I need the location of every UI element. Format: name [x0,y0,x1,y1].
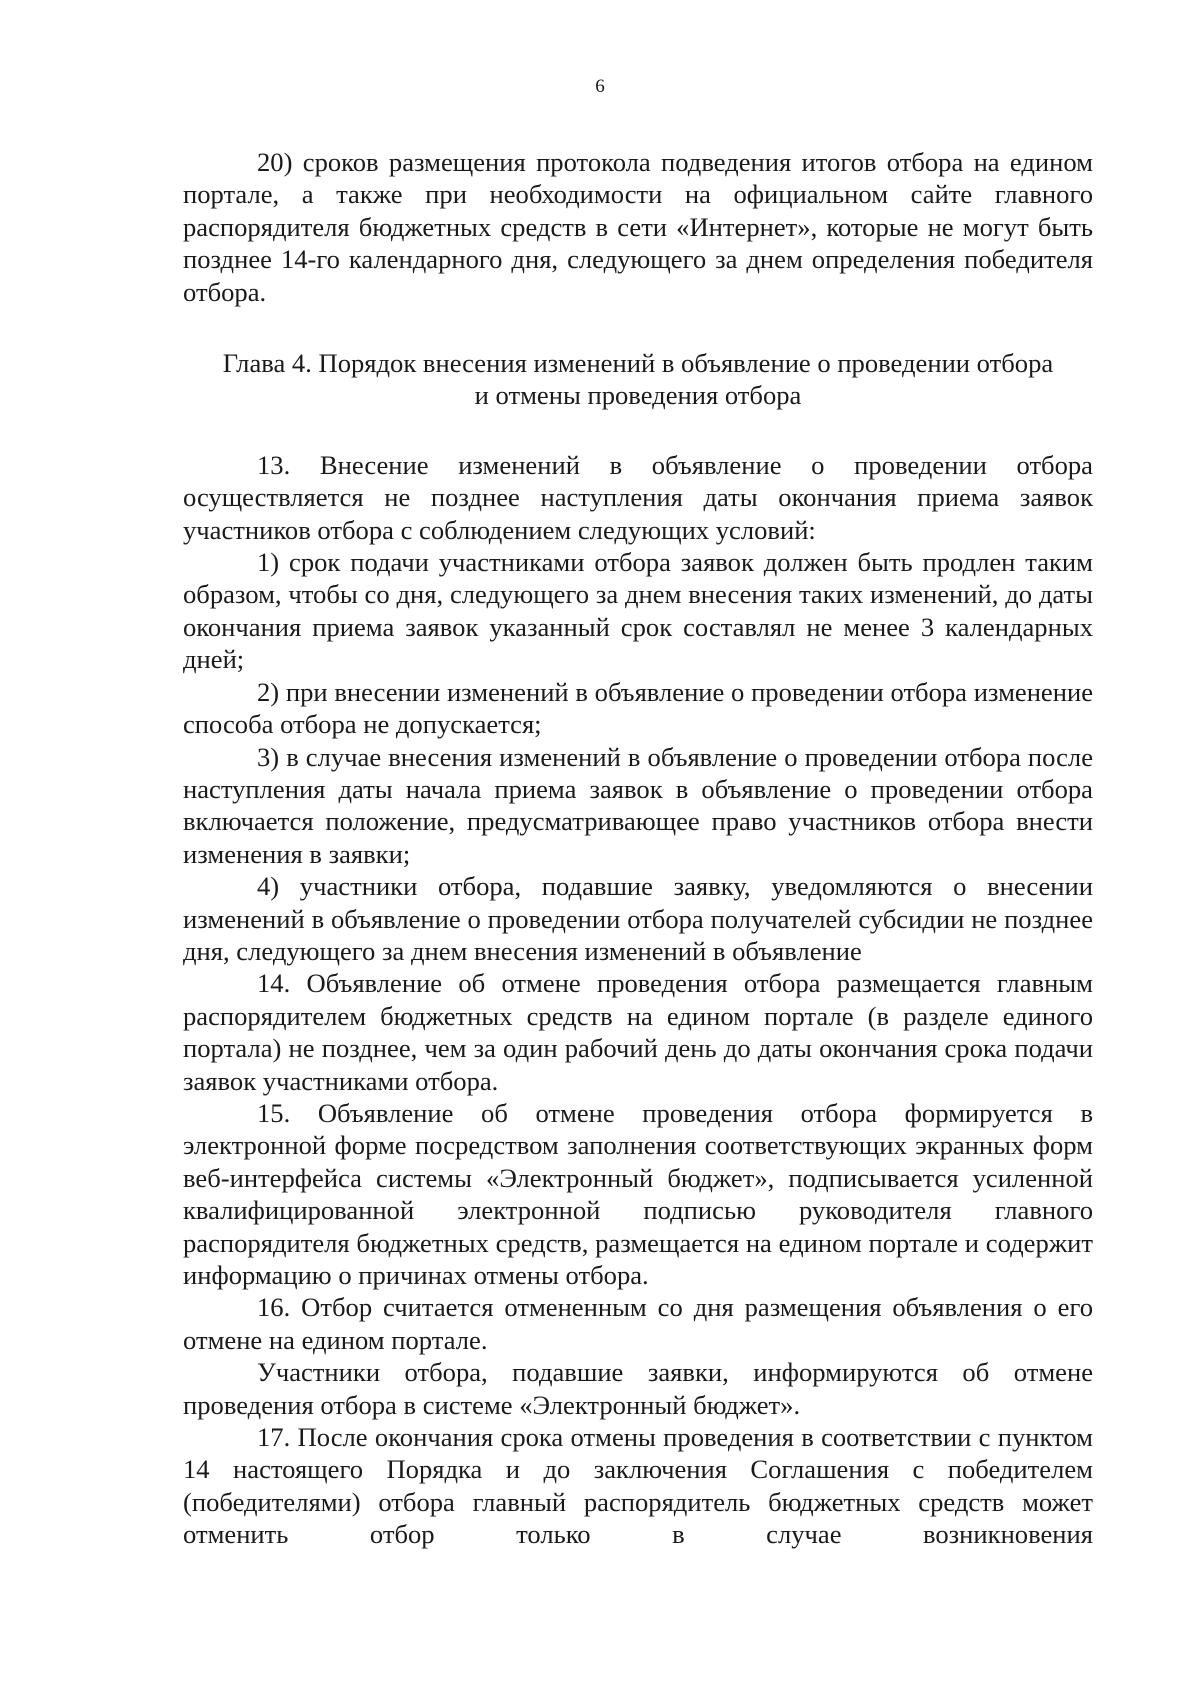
paragraph-16: 16. Отбор считается отмененным со дня размещения объявления о его отмене на едином портале. [183,1292,1093,1355]
paragraph-16-participants: Участники отбора, подавшие заявки, информируются об отмене проведения отбора в системе «Электронный бюджет». [183,1357,1093,1420]
paragraph-15: 15. Объявление об отмене проведения отбора формируется в электронной форме посредством заполнения соответствующих экранных форм веб-интерфейса системы «Электронный бюджет», подписывается усиленной квалифицированной электронной подписью руководителя главного распорядителя бюджетных средств, размещается на едином портале и содержит информацию о причинах отмены отбора. [183,1097,1093,1290]
paragraph-17: 17. После окончания срока отмены проведения в соответствии с пунктом 14 настоящего Порядка и до заключения Соглашения с победителем (победителями) отбора главный распорядитель бюджетных средств может отменить отбор только в случае возникновения [183,1422,1093,1550]
paragraph-13-item-3: 3) в случае внесения изменений в объявление о проведении отбора после наступления даты начала приема заявок в объявление о проведении отбора включается положение, предусматривающее право участников отбора внести изменения в заявки; [183,741,1093,869]
paragraph-14: 14. Объявление об отмене проведения отбора размещается главным распорядителем бюджетных средств на едином портале (в разделе единого портала) не позднее, чем за один рабочий день до даты окончания срока подачи заявок участниками отбора. [183,968,1093,1096]
paragraph-13-item-4: 4) участники отбора, подавшие заявку, уведомляются о внесении изменений в объявление о проведении отбора получателей субсидии не позднее дня, следующего за днем внесения изменений в объявление [183,871,1093,966]
paragraph-20: 20) сроков размещения протокола подведения итогов отбора на едином портале, а также при необходимости на официальном сайте главного распорядителя бюджетных средств в сети «Интернет», которые не могут быть позднее 14-го календарного дня, следующего за днем определения победителя отбора. [183,147,1093,307]
chapter-heading [183,347,1093,412]
paragraph-13-item-1: 1) срок подачи участниками отбора заявок должен быть продлен таким образом, чтобы со дня, следующего за днем внесения таких изменений, до даты окончания приема заявок указанный срок составлял не менее 3 календарных дней; [183,547,1093,675]
paragraph-13-item-2: 2) при внесении изменений в объявление о проведении отбора изменение способа отбора не допускается; [183,676,1093,740]
chapter-heading-line-1: Глава 4. Порядок внесения изменений в объявление о проведении отбора [222,348,1054,379]
chapter-heading-line-2: и отмены проведения отбора [474,380,802,411]
document-body [183,146,1093,1551]
page-number: 6 [595,76,605,97]
paragraph-13: 13. Внесение изменений в объявление о проведении отбора осуществляется не позднее наступления даты окончания приема заявок участников отбора с соблюдением следующих условий: [183,449,1093,545]
